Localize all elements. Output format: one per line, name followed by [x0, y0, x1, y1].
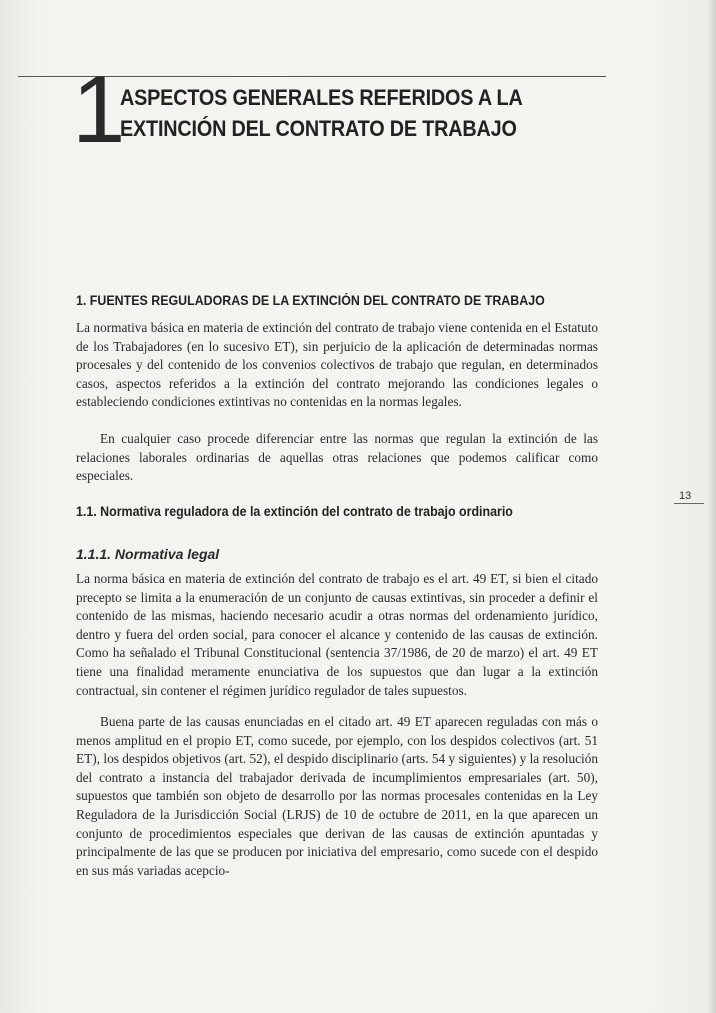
page-number-rule: [674, 503, 704, 504]
section-heading-1: 1. FUENTES REGULADORAS DE LA EXTINCIÓN DEL CONTRATO DE TRABAJO: [76, 293, 545, 308]
paragraph: En cualquier caso procede diferenciar entre las normas que regulan la extinción de las relaciones laborales ordinarias de aquellas otras relaciones que podemos calificar como especiales.: [76, 431, 598, 484]
paragraph: Buena parte de las causas enunciadas en el citado art. 49 ET aparecen reguladas con más o menos amplitud en el propio ET, como sucede, por ejemplo, con los despidos colectivos (art. 51 ET), los despidos objetivos (art. 52), el despido disciplinario (arts. 54 y siguientes) y la resolución del contrato a instancia del trabajador derivada de incumplimientos empresariales (art. 50), supuestos que también son objeto de desarrollo por las normas procesales contenidas en la Ley Reguladora de la Jurisdicción Social (LRJS) de 10 de octubre de 2011, en la que aparecen un conjunto de procedimientos especiales que derivan de las causas de extinción apuntadas y principalmente de las que se producen por iniciativa del empresario, como sucede con el despido en sus más variadas acepcio-: [76, 714, 598, 878]
paragraph: La norma básica en materia de extinción del contrato de trabajo es el art. 49 ET, si bien el citado precepto se limita a la enumeración de un conjunto de causas extintivas, sin proceder a definir el contenido de las mismas, haciendo necesario acudir a otras normas del ordenamiento jurídico, dentro y fuera del orden social, para conocer el alcance y contenido de las causas de extinción. Como ha señalado el Tribunal Constitucional (sentencia 37/1986, de 20 de marzo) el art. 49 ET tiene una finalidad meramente enunciativa de los supuestos que dan lugar a la extinción contractual, sin contener el régimen jurídico regulador de tales supuestos.: [76, 571, 598, 698]
chapter-number: 1: [72, 56, 126, 163]
section-heading-1-1-1: 1.1.1. Normativa legal: [76, 546, 220, 562]
page-edge-shadow: [708, 0, 716, 1013]
paragraph: La normativa básica en materia de extinción del contrato de trabajo viene contenida en el Estatuto de los Trabajadores (en lo sucesivo ET), sin perjuicio de la aplicación de determinadas normas procesales y del contenido de los convenios colectivos de trabajo que regulan, en determinados casos, aspectos referidos a la extinción del contrato mejorando las condiciones legales o estableciendo condiciones extintivas no contenidas en la normas legales.: [76, 320, 598, 410]
chapter-title: ASPECTOS GENERALES REFERIDOS A LA EXTINCIÓN DEL CONTRATO DE TRABAJO: [120, 85, 522, 141]
section-heading-1-1: 1.1. Normativa reguladora de la extinción del contrato de trabajo ordinario: [76, 504, 513, 519]
page-number: 13: [679, 490, 692, 502]
